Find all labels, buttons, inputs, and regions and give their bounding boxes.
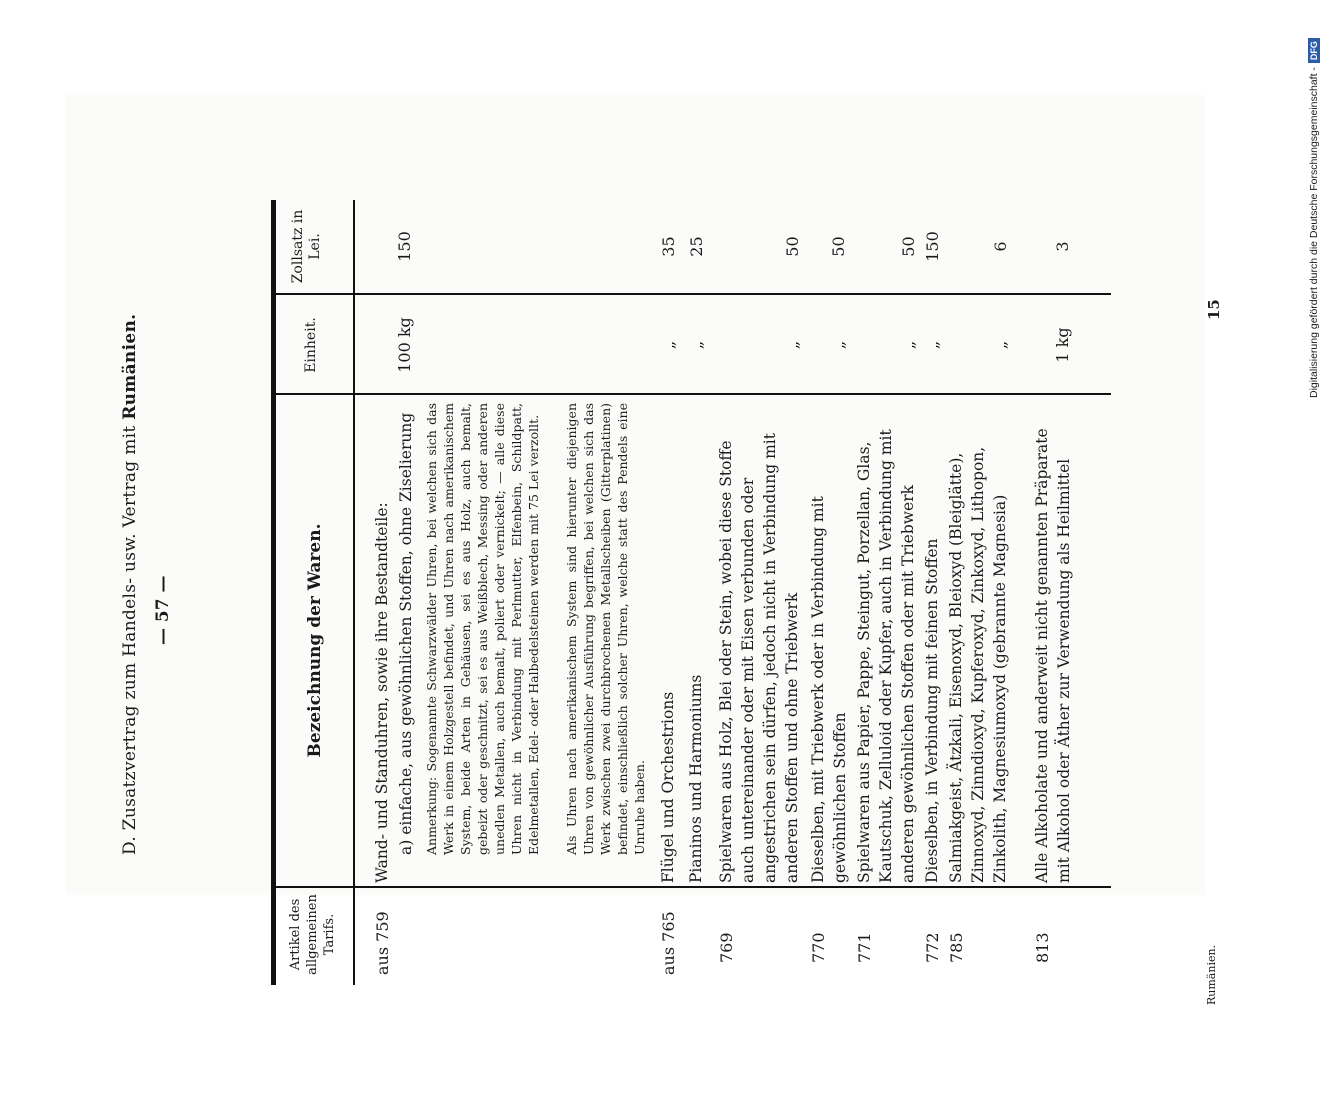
col-rule-2: [271, 394, 1111, 396]
page-number: — 57 —: [153, 575, 173, 645]
page-header: [120, 314, 140, 855]
description-cell: Spielwaren aus Holz, Blei oder Stein, wobei diese Stoffe auch untereinander oder mit Eisen verbunden oder angestrichen sein dürfen, jedoch nicht in Verbindung mit anderen Stoffen und ohne Triebwerk: [717, 433, 801, 883]
table-header-rule: [353, 200, 355, 985]
description-cell: Spielwaren aus Papier, Pappe, Steingut, Porzellan, Glas, Kautschuk, Zelluloid oder Kupfer, auch in Verbindung mit anderen gewöhnlichen Stoffen oder mit Triebwerk: [855, 429, 917, 883]
table-top-rule: [271, 200, 276, 985]
rate-cell: 35: [659, 236, 678, 257]
rate-cell: 6: [991, 241, 1010, 252]
description-cell: a) einfache, aus gewöhnlichen Stoffen, ohne Ziselierung: [397, 412, 415, 855]
rate-cell: 50: [783, 236, 802, 257]
rate-cell: 50: [899, 236, 918, 257]
col-header-unit: Einheit.: [303, 317, 319, 373]
description-cell: Dieselben, in Verbindung mit feinen Stoffen: [923, 538, 941, 883]
rotated-page: [65, 95, 1324, 1095]
unit-cell: „: [991, 340, 1010, 350]
note-block: Anmerkung: Sogenannte Schwarzwälder Uhren, bei welchen sich das Werk in einem Holzgestell befindet, und Uhren nach amerikanischem System, beide Arten in Gehäusen, sei es aus Holz, auch bemalt, gebeizt oder geschnitzt, sei es aus Weißblech, Messing oder anderen unedlen Metallen, auch bemalt, poliert oder vernickelt; — alle diese Uhren nicht in Verbindung mit Perlmutter, Elfenbein, Schildpatt, Edelmetallen, Edel- oder Halbedelsteinen werden mit 75 Lei verzollt.: [424, 403, 541, 855]
rate-cell: 150: [395, 231, 414, 262]
description-cell: Alle Alkoholate und anderweit nicht genannten Präparate mit Alkohol oder Äther zur Verwendung als Heilmittel: [1033, 428, 1073, 883]
digitization-note: [1305, 8, 1323, 398]
description-cell: Dieselben, mit Triebwerk oder in Verbindung mit gewöhnlichen Stoffen: [809, 496, 849, 883]
article-cell: 770: [809, 932, 828, 963]
article-cell: 813: [1033, 932, 1052, 963]
article-cell: 769: [717, 932, 736, 963]
unit-cell: „: [783, 340, 802, 350]
rate-cell: 25: [687, 236, 706, 257]
scanned-page: [65, 95, 1223, 1005]
unit-cell: „: [659, 340, 678, 350]
signature-number: 15: [1205, 299, 1223, 320]
description-cell: Pianinos und Harmoniums: [687, 674, 705, 883]
col-header-article: Artikel des allgemeinen Tarifs.: [288, 894, 337, 975]
col-rule-3: [271, 294, 1111, 296]
unit-cell: „: [923, 340, 942, 350]
rate-cell: 3: [1053, 241, 1072, 252]
digitization-note-text: Digitalisierung gefördert durch die Deutsche Forschungsgemeinschaft -: [1308, 67, 1320, 398]
rate-cell: 50: [829, 236, 848, 257]
description-cell: Wand- und Standuhren, sowie ihre Bestandteile:: [373, 502, 391, 883]
article-cell: aus 759: [373, 911, 392, 975]
article-cell: 772: [923, 932, 942, 963]
dfg-logo: DFG: [1308, 38, 1320, 63]
unit-cell: 1 kg: [1053, 327, 1072, 363]
description-cell: Salmiakgeist, Ätzkali, Eisenoxyd, Bleioxyd (Bleiglätte), Zinnoxyd, Zinndioxyd, Kupferoxyd, Zinkoxyd, Lithopon, Zinkolith, Magnesiumoxyd (gebrannte Magnesia): [947, 446, 1009, 883]
article-cell: aus 765: [659, 911, 678, 975]
article-cell: 771: [855, 932, 874, 963]
unit-cell: „: [899, 340, 918, 350]
unit-cell: „: [829, 340, 848, 350]
rate-cell: 150: [923, 231, 942, 262]
unit-cell: 100 kg: [395, 317, 414, 373]
description-cell: Flügel und Orchestrions: [659, 691, 677, 883]
article-cell: 785: [947, 932, 966, 963]
unit-cell: „: [687, 340, 706, 350]
col-header-rate: Zollsatz in Lei.: [290, 209, 323, 284]
footer-left: Rumänien.: [1205, 944, 1218, 1005]
header-title-bold: Rumänien.: [120, 313, 140, 420]
col-rule-1: [271, 887, 1111, 889]
header-title: D. Zusatzvertrag zum Handels- usw. Vertrag mit: [120, 425, 140, 855]
col-header-description: Bezeichnung der Waren.: [305, 523, 325, 758]
note-block: Als Uhren nach amerikanischem System sind hierunter diejenigen Uhren von gewöhnlicher Ausführung begriffen, bei welchen sich das Werk zwischen zwei durchbrochenen Metallscheiben (Gitterplatinen) befindet, einschließlich solcher Uhren, welche statt des Pendels eine Unruhe haben.: [564, 403, 647, 855]
